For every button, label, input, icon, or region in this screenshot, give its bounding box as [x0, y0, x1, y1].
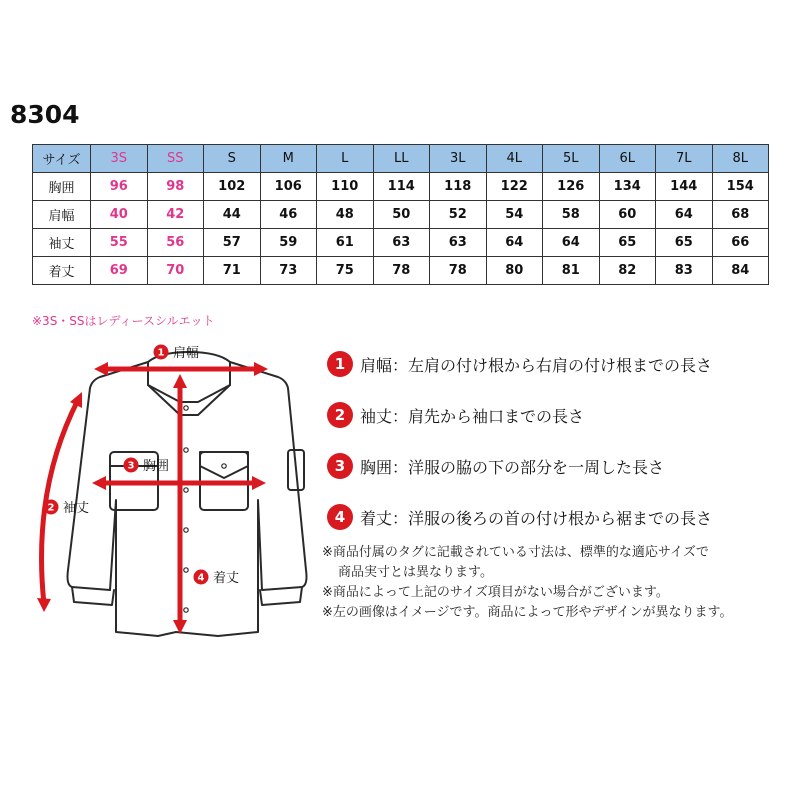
- size-table-row: [33, 173, 769, 201]
- size-header-cell: 3L: [430, 145, 487, 173]
- size-header-cell: 7L: [656, 145, 713, 173]
- table-cell: 48: [317, 201, 374, 229]
- legend-item-length: [327, 499, 787, 535]
- table-cell: 83: [656, 257, 713, 285]
- legend-item-shoulder: [327, 346, 787, 382]
- legend-text: 着丈：洋服の後ろの首の付け根から裾までの長さ: [360, 508, 713, 528]
- note-line: ※左の画像はイメージです。商品によって形やデザインが異なります。: [322, 605, 733, 620]
- size-header-cell: L: [317, 145, 374, 173]
- row-label: 着丈: [33, 257, 91, 285]
- row-label: 肩幅: [33, 201, 91, 229]
- table-cell: 58: [543, 201, 600, 229]
- table-cell: 96: [91, 173, 148, 201]
- row-label: 袖丈: [33, 229, 91, 257]
- table-cell: 56: [147, 229, 204, 257]
- size-table-row: [33, 257, 769, 285]
- table-cell: 61: [317, 229, 374, 257]
- table-cell: 122: [486, 173, 543, 201]
- size-table-row: [33, 229, 769, 257]
- svg-text:3: 3: [127, 460, 135, 472]
- shirt-diagram: [30, 340, 330, 640]
- size-header-cell: SS: [147, 145, 204, 173]
- table-cell: 81: [543, 257, 600, 285]
- number-badge: 4: [327, 504, 353, 530]
- table-cell: 134: [599, 173, 656, 201]
- table-cell: 60: [599, 201, 656, 229]
- number-badge: 3: [327, 453, 353, 479]
- shirt-body-outline: [68, 362, 307, 636]
- table-cell: 50: [373, 201, 430, 229]
- table-cell: 64: [486, 229, 543, 257]
- legend-item-sleeve: [327, 397, 787, 433]
- table-cell: 73: [260, 257, 317, 285]
- svg-text:袖丈: 袖丈: [63, 501, 90, 516]
- disclaimer-notes: [322, 543, 792, 623]
- table-cell: 44: [204, 201, 261, 229]
- svg-text:1: 1: [157, 347, 165, 359]
- size-header-cell: 5L: [543, 145, 600, 173]
- size-header-label: サイズ: [33, 145, 91, 173]
- svg-text:胸囲: 胸囲: [143, 459, 170, 474]
- model-number: 8304: [10, 100, 80, 129]
- size-header-cell: 6L: [599, 145, 656, 173]
- table-cell: 106: [260, 173, 317, 201]
- table-cell: 59: [260, 229, 317, 257]
- table-cell: 57: [204, 229, 261, 257]
- size-header-cell: 3S: [91, 145, 148, 173]
- length-label: [194, 570, 240, 587]
- size-table-row: [33, 201, 769, 229]
- measurement-legend: [327, 346, 787, 550]
- ladies-silhouette-note: ※3S・SSはレディースシルエット: [32, 314, 215, 328]
- note-line: ※商品付属のタグに記載されている寸法は、標準的な適応サイズで: [322, 545, 709, 560]
- table-cell: 110: [317, 173, 374, 201]
- table-cell: 65: [599, 229, 656, 257]
- chest-label: [124, 458, 170, 475]
- number-badge: 1: [327, 351, 353, 377]
- table-cell: 102: [204, 173, 261, 201]
- table-cell: 66: [712, 229, 769, 257]
- table-cell: 75: [317, 257, 374, 285]
- table-cell: 154: [712, 173, 769, 201]
- shoulder-label: [154, 345, 200, 362]
- size-header-cell: 8L: [712, 145, 769, 173]
- table-cell: 40: [91, 201, 148, 229]
- table-cell: 78: [430, 257, 487, 285]
- legend-text: 袖丈：肩先から袖口までの長さ: [360, 406, 585, 426]
- table-cell: 64: [543, 229, 600, 257]
- table-cell: 70: [147, 257, 204, 285]
- table-cell: 126: [543, 173, 600, 201]
- svg-text:肩幅: 肩幅: [173, 346, 200, 361]
- table-cell: 52: [430, 201, 487, 229]
- table-cell: 98: [147, 173, 204, 201]
- table-cell: 63: [430, 229, 487, 257]
- note-line: ※商品によって上記のサイズ項目がない場合がございます。: [322, 585, 669, 600]
- table-cell: 69: [91, 257, 148, 285]
- table-cell: 65: [656, 229, 713, 257]
- table-cell: 68: [712, 201, 769, 229]
- svg-text:着丈: 着丈: [213, 571, 240, 586]
- size-table: [32, 144, 769, 285]
- size-header-cell: S: [204, 145, 261, 173]
- row-label: 胸囲: [33, 173, 91, 201]
- size-header-cell: 4L: [486, 145, 543, 173]
- table-cell: 80: [486, 257, 543, 285]
- number-badge: 2: [327, 402, 353, 428]
- table-cell: 54: [486, 201, 543, 229]
- table-cell: 118: [430, 173, 487, 201]
- table-cell: 114: [373, 173, 430, 201]
- table-cell: 84: [712, 257, 769, 285]
- note-line: 商品実寸とは異なります。: [338, 565, 493, 580]
- size-header-row: [33, 145, 769, 173]
- table-cell: 63: [373, 229, 430, 257]
- table-cell: 64: [656, 201, 713, 229]
- legend-text: 肩幅：左肩の付け根から右肩の付け根までの長さ: [360, 355, 713, 375]
- table-cell: 144: [656, 173, 713, 201]
- sleeve-label: [44, 500, 90, 517]
- size-header-cell: M: [260, 145, 317, 173]
- svg-text:2: 2: [47, 502, 55, 514]
- table-cell: 71: [204, 257, 261, 285]
- legend-text: 胸囲：洋服の脇の下の部分を一周した長さ: [360, 457, 665, 477]
- table-cell: 82: [599, 257, 656, 285]
- size-header-cell: LL: [373, 145, 430, 173]
- table-cell: 42: [147, 201, 204, 229]
- svg-text:4: 4: [197, 572, 205, 584]
- legend-item-chest: [327, 448, 787, 484]
- table-cell: 46: [260, 201, 317, 229]
- table-cell: 55: [91, 229, 148, 257]
- table-cell: 78: [373, 257, 430, 285]
